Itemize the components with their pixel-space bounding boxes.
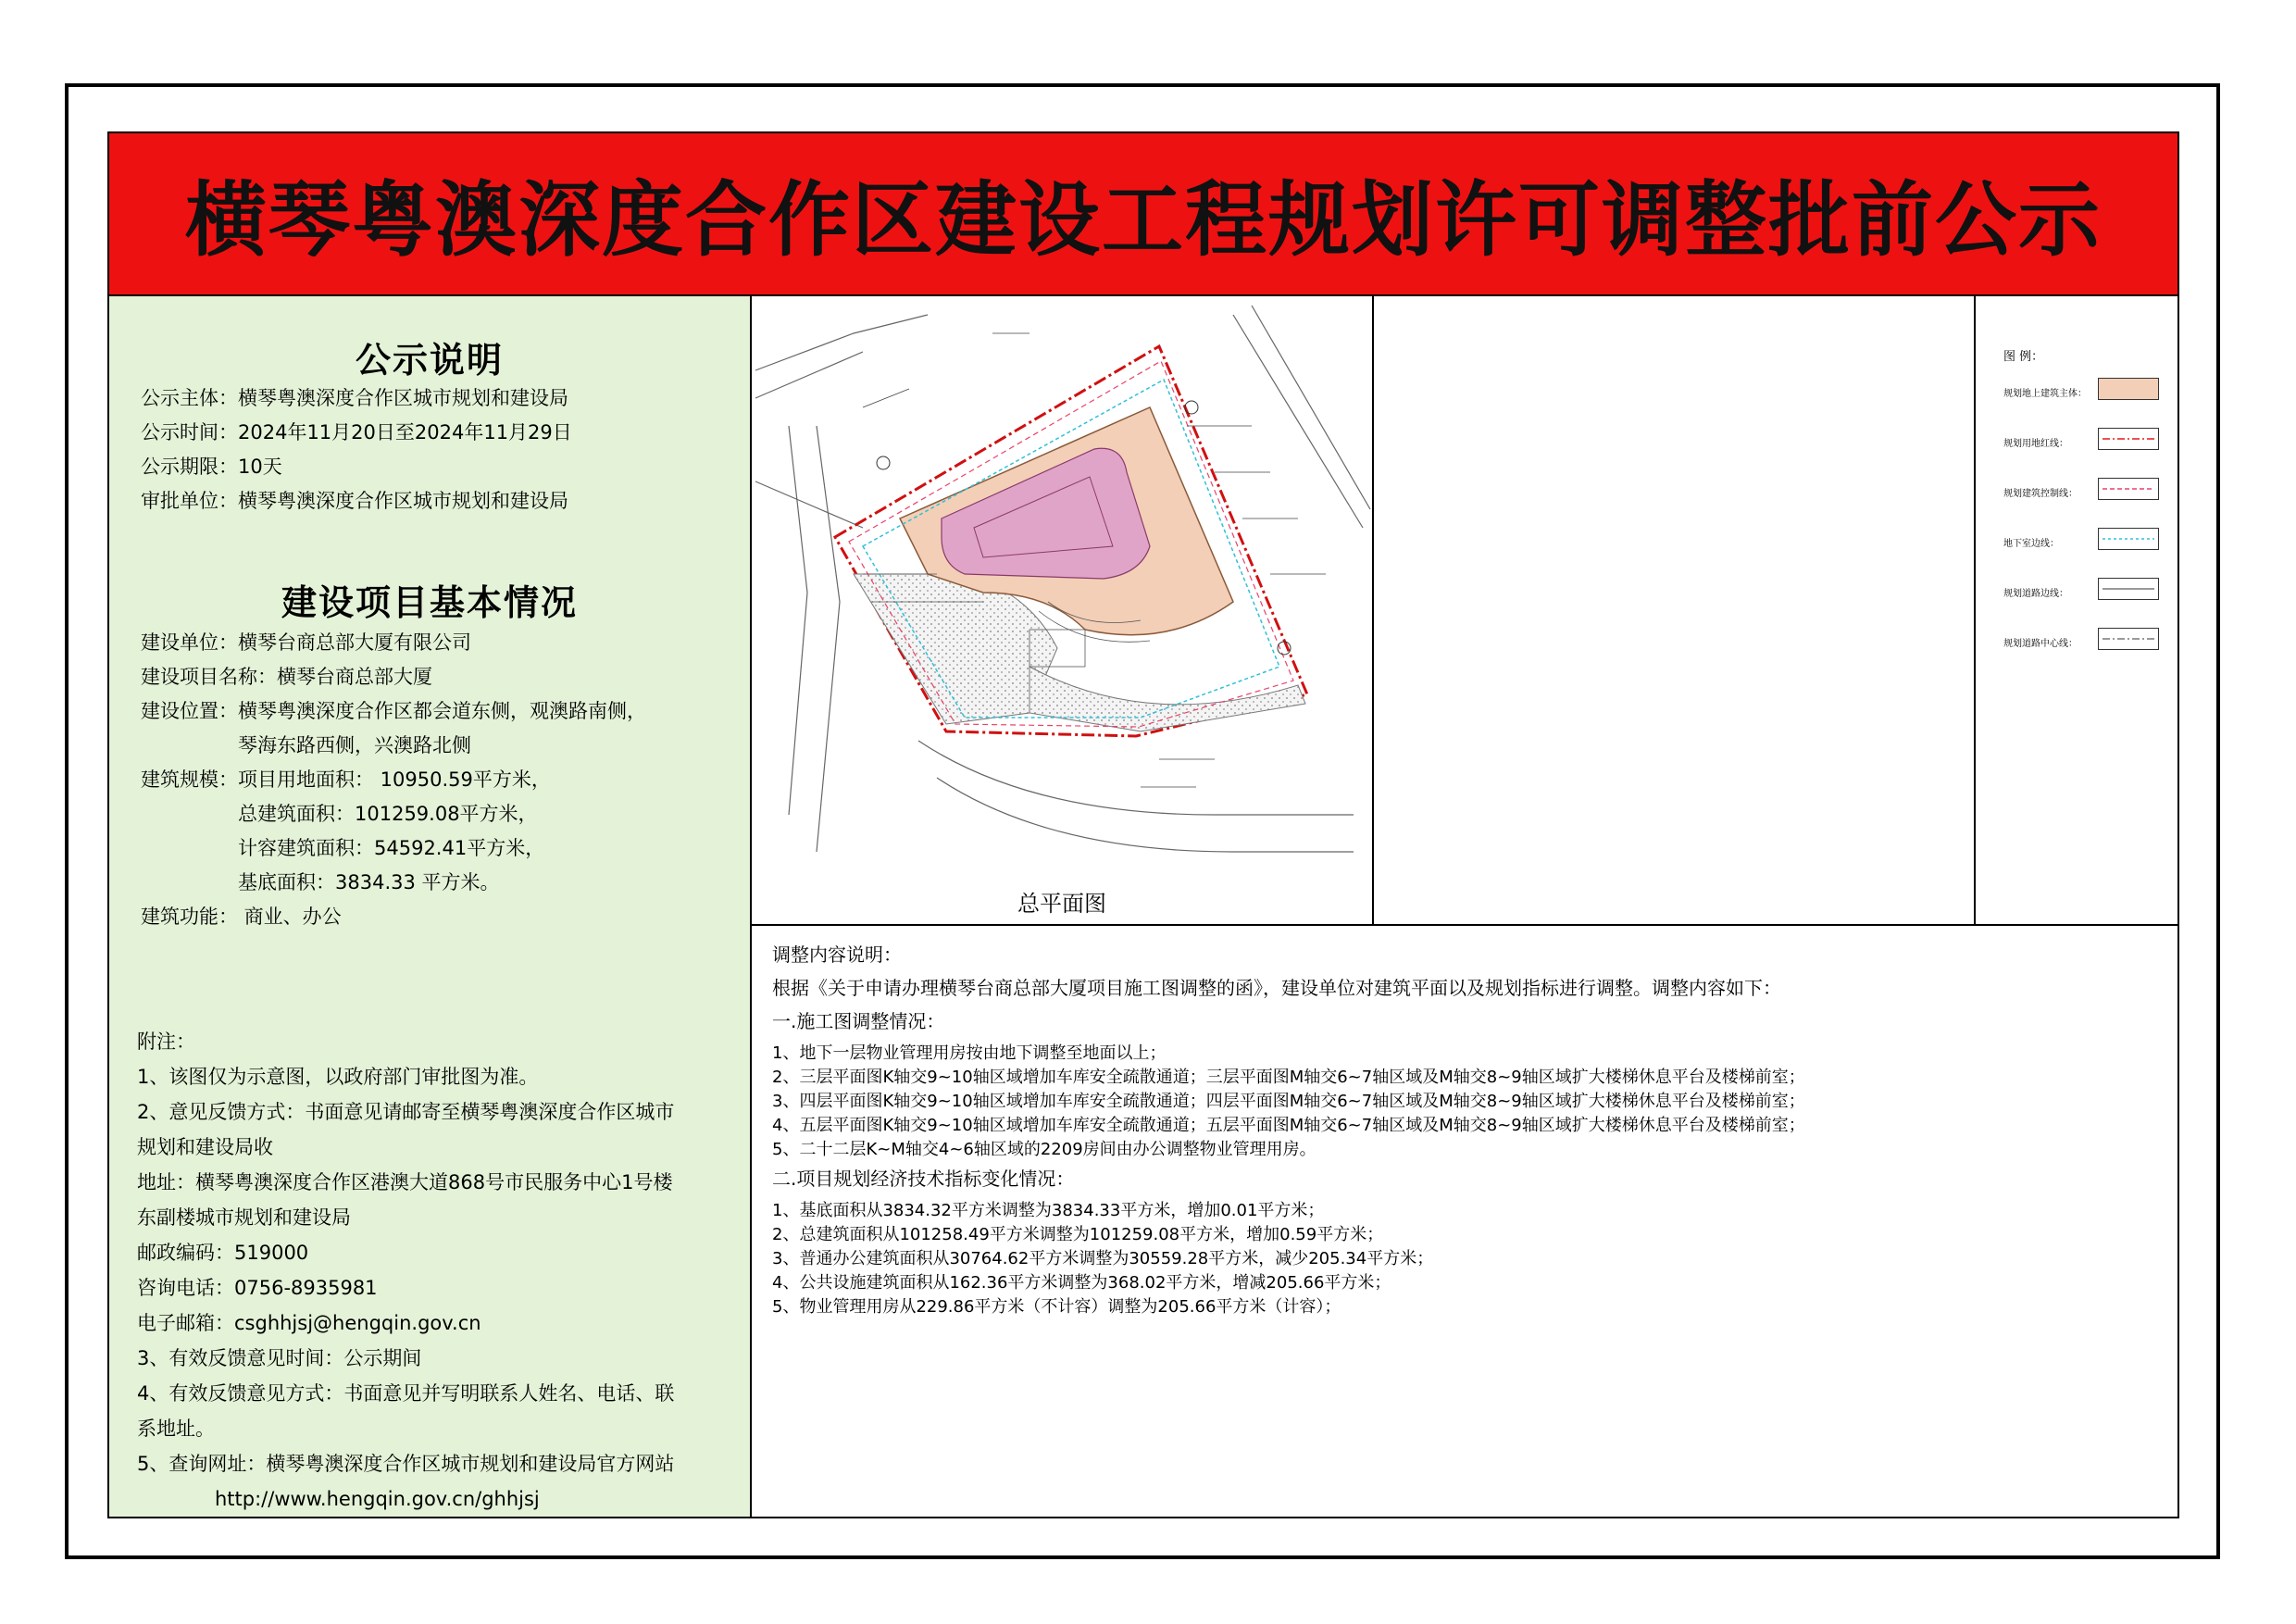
notice-line: 公示时间：2024年11月20日至2024年11月29日 [141,421,572,443]
note-line: 地址：横琴粤澳深度合作区港澳大道868号市民服务中心1号楼 [137,1171,673,1193]
note-line: 3、有效反馈意见时间：公示期间 [137,1347,422,1369]
note-line: 东副楼城市规划和建设局 [137,1206,351,1229]
note-line: http://www.hengqin.gov.cn/ghhjsj [137,1488,540,1510]
notice-line: 审批单位：横琴粤澳深度合作区城市规划和建设局 [141,490,568,512]
legend-label: 规划建筑控制线： [2003,489,2078,499]
banner-title: 横琴粤澳深度合作区建设工程规划许可调整批前公示 [184,172,2102,268]
notice-heading: 公示说明 [355,340,504,381]
note-line: 1、该图仅为示意图，以政府部门审批图为准。 [137,1066,539,1088]
section-1-title: 一.施工图调整情况： [772,1010,945,1032]
project-line: 建设项目名称：横琴台商总部大厦 [141,666,432,688]
legend-label: 规划地上建筑主体： [2003,389,2087,399]
legend-label: 规划用地红线： [2003,439,2068,449]
notice-line: 公示主体：横琴粤澳深度合作区城市规划和建设局 [141,387,568,409]
legend-label: 地下室边线： [2003,539,2059,549]
inner-frame [107,131,2179,1518]
site-plan-caption: 总平面图 [1017,891,1106,917]
note-line: 5、查询网址：横琴粤澳深度合作区城市规划和建设局官方网站 [137,1453,675,1475]
section-1-item: 5、二十二层K~M轴交4~6轴区域的2209房间由办公调整物业管理用房。 [772,1140,1316,1159]
adjustment-intro: 根据《关于申请办理横琴台商总部大厦项目施工图调整的函》，建设单位对建筑平面以及规划指标进行调整。调整内容如下： [772,977,1781,999]
project-heading: 建设项目基本情况 [281,582,578,623]
project-line: 建设位置：横琴粤澳深度合作区都会道东侧，观澳路南侧， [141,700,646,722]
note-line: 电子邮箱：csghhjsj@hengqin.gov.cn [137,1312,481,1334]
notice-line: 公示期限：10天 [141,456,282,478]
legend-label: 规划道路边线： [2003,589,2068,599]
project-line: 基底面积：3834.33 平方米。 [141,871,500,893]
section-1-item: 1、地下一层物业管理用房按由地下调整至地面以上； [772,1043,1167,1063]
section-2-item: 4、公共设施建筑面积从162.36平方米调整为368.02平方米，增减205.66平方米； [772,1273,1391,1293]
section-2-item: 3、普通办公建筑面积从30764.62平方米调整为30559.28平方米，减少205.34平方米； [772,1249,1434,1268]
note-line: 4、有效反馈意见方式：书面意见并写明联系人姓名、电话、联 [137,1382,675,1405]
note-line: 规划和建设局收 [137,1136,273,1158]
project-line: 琴海东路西侧，兴澳路北侧 [141,734,471,756]
section-2-item: 1、基底面积从3834.32平方米调整为3834.33平方米，增加0.01平方米； [772,1201,1325,1220]
section-2-item: 5、物业管理用房从229.86平方米（不计容）调整为205.66平方米（计容）； [772,1297,1341,1317]
section-2-item: 2、总建筑面积从101258.49平方米调整为101259.08平方米，增加0.59平方米； [772,1225,1384,1244]
section-1-item: 4、五层平面图K轴交9~10轴区域增加车库安全疏散通道；五层平面图M轴交6~7轴区域及M轴交8~9轴区域扩大楼梯休息平台及楼梯前室； [772,1116,1805,1135]
note-line: 邮政编码：519000 [137,1242,309,1264]
legend-title: 图 例： [2003,350,2044,364]
adjustment-title: 调整内容说明： [772,943,902,966]
section-1-item: 2、三层平面图K轴交9~10轴区域增加车库安全疏散通道；三层平面图M轴交6~7轴区域及M轴交8~9轴区域扩大楼梯休息平台及楼梯前室； [772,1068,1805,1087]
legend-label: 规划道路中心线： [2003,639,2078,649]
project-line: 建筑规模：项目用地面积： 10950.59平方米， [141,768,551,791]
note-line: 附注： [137,1031,195,1053]
note-line: 2、意见反馈方式：书面意见请邮寄至横琴粤澳深度合作区城市 [137,1101,675,1123]
project-line: 计容建筑面积：54592.41平方米， [141,837,545,859]
section-2-title: 二.项目规划经济技术指标变化情况： [772,1168,1075,1190]
note-line: 咨询电话：0756-8935981 [137,1277,378,1299]
section-1-item: 3、四层平面图K轴交9~10轴区域增加车库安全疏散通道；四层平面图M轴交6~7轴区域及M轴交8~9轴区域扩大楼梯休息平台及楼梯前室； [772,1092,1805,1111]
note-line: 系地址。 [137,1418,215,1440]
project-line: 建设单位：横琴台商总部大厦有限公司 [141,631,471,654]
project-line: 总建筑面积：101259.08平方米， [141,803,538,825]
project-line: 建筑功能： 商业、办公 [141,906,342,928]
